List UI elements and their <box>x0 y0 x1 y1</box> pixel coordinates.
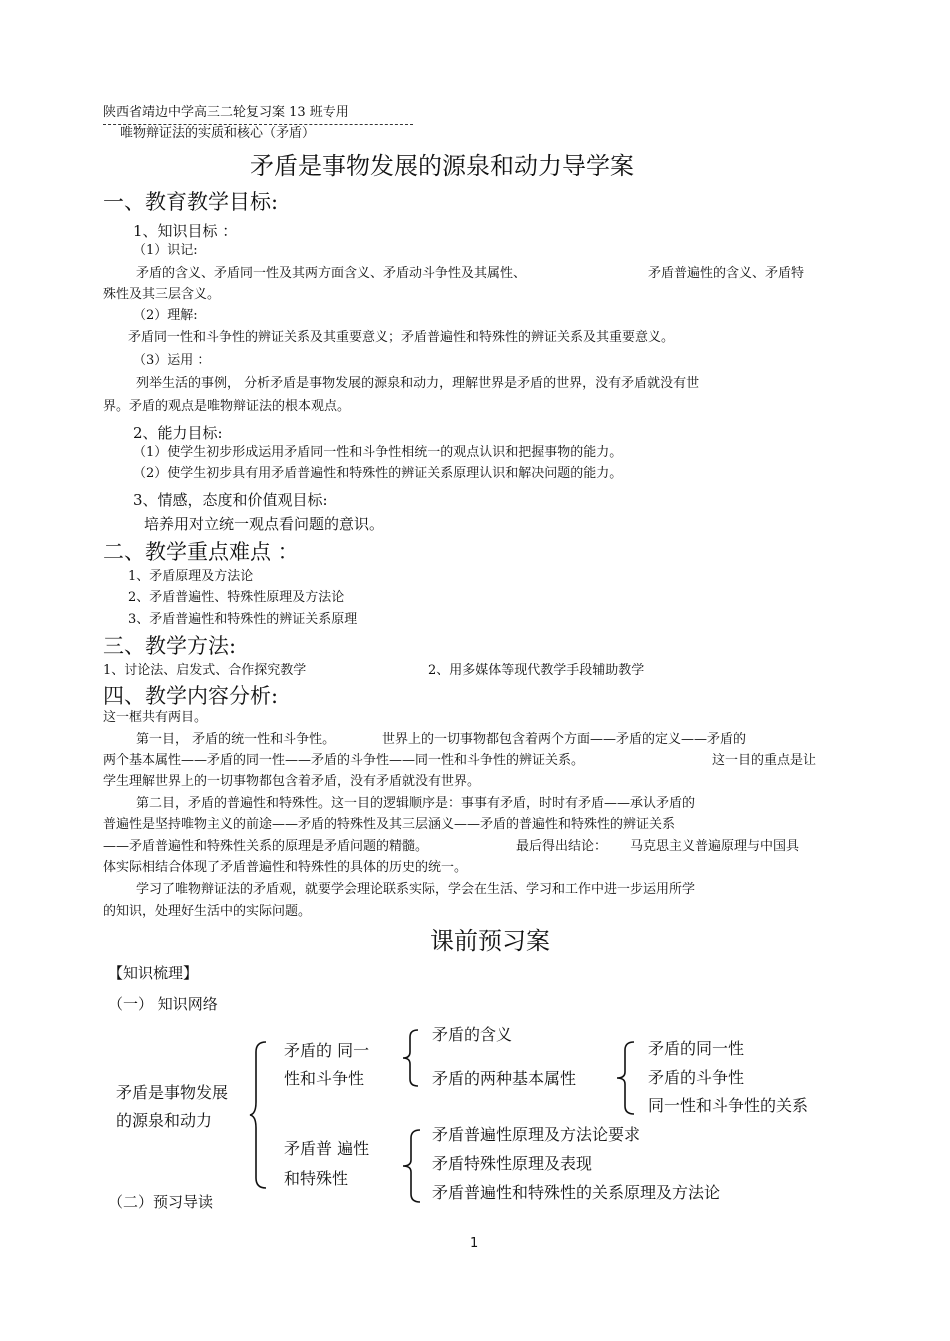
understand-line-1: 矛盾同一性和斗争性的辨证关系及其重要意义；矛盾普遍性和特殊性的辨证关系及其重要意义。 <box>128 330 675 345</box>
analysis-line-2b: 这一目的重点是让 <box>712 753 817 768</box>
section-2-heading: 二、教学重点难点 ： <box>103 540 299 564</box>
analysis-line-5: 普遍性是坚持唯物主义的前途——矛盾的特殊性及其三层涵义——矛盾的普遍性和特殊性的辨证关系 <box>103 817 676 832</box>
analysis-line-1b: 世界上的一切事物都包含着两个方面——矛盾的定义——矛盾的 <box>382 732 747 747</box>
analysis-line-7: 体实际相结合体现了矛盾普遍性和特殊性的具体的历史的统一。 <box>103 860 468 875</box>
method-1: 1、讨论法、启发式、合作探究教学 <box>103 663 307 678</box>
branch-1-child-1: 矛盾的含义 <box>432 1025 513 1044</box>
analysis-line-0: 这一框共有两目。 <box>103 710 208 725</box>
recall-label: （1）识记: <box>133 243 198 258</box>
knowledge-goal-heading: 1、知识目标 ： <box>133 222 238 240</box>
knowledge-sorting-label: 【知识梳理】 <box>108 964 199 982</box>
branch-1-line-2: 性和斗争性 <box>284 1069 365 1088</box>
attribute-relation: 同一性和斗争性的关系 <box>648 1096 809 1115</box>
section-4-heading: 四、教学内容分析: <box>103 684 279 708</box>
attribute-struggle: 矛盾的斗争性 <box>648 1068 745 1087</box>
preview-guide-label: （二）预习导读 <box>108 1193 214 1211</box>
key-point-2: 2、矛盾普遍性、特殊性原理及方法论 <box>128 590 345 605</box>
method-2: 2、用多媒体等现代教学手段辅助教学 <box>428 663 645 678</box>
document-title: 矛盾是事物发展的源泉和动力导学案 <box>250 152 634 180</box>
preview-title: 课前预习案 <box>430 927 550 955</box>
analysis-line-2a: 两个基本属性——矛盾的同一性——矛盾的斗争性——同一性和斗争性的辨证关系。 <box>103 753 585 768</box>
analysis-line-3: 学生理解世界上的一切事物都包含着矛盾，没有矛盾就没有世界。 <box>103 774 481 789</box>
apply-line-1: 列举生活的事例， 分析矛盾是事物发展的源泉和动力，理解世界是矛盾的世界，没有矛盾就没有世 <box>136 376 700 391</box>
ability-goal-2: （2）使学生初步具有用矛盾普遍性和特殊性的辨证关系原理认识和解决问题的能力。 <box>133 466 623 481</box>
branch-2-child-2: 矛盾特殊性原理及表现 <box>432 1154 593 1173</box>
analysis-line-6b: 最后得出结论： <box>516 839 608 854</box>
ability-goal-1: （1）使学生初步形成运用矛盾同一性和斗争性相统一的观点认识和把握事物的能力。 <box>133 445 623 460</box>
branch-1-line-1: 矛盾的 同一 <box>284 1041 370 1060</box>
ability-goal-heading: 2、能力目标: <box>133 424 223 442</box>
header-course-line: 陕西省靖边中学高三二轮复习案 13 班专用 <box>103 105 349 120</box>
apply-label: （3）运用 ： <box>133 353 211 368</box>
analysis-line-1a: 第一目， 矛盾的统一性和斗争性。 <box>136 732 336 747</box>
network-root-line-2: 的源泉和动力 <box>116 1111 213 1130</box>
branch-1-child-2: 矛盾的两种基本属性 <box>432 1069 577 1088</box>
analysis-line-8: 学习了唯物辩证法的矛盾观，就要学会理论联系实际，学会在生活、学习和工作中进一步运用所学 <box>136 882 696 897</box>
key-point-3: 3、矛盾普遍性和特殊性的辨证关系原理 <box>128 612 358 627</box>
emotion-goal-heading: 3、情感，态度和价值观目标: <box>133 491 328 509</box>
analysis-line-9: 的知识，处理好生活中的实际问题。 <box>103 904 312 919</box>
recall-line-1: 矛盾的含义、矛盾同一性及其两方面含义、矛盾动斗争性及其属性、 <box>136 266 527 281</box>
branch-2-line-2: 和特殊性 <box>284 1169 349 1188</box>
section-3-heading: 三、教学方法: <box>103 634 237 658</box>
apply-line-2: 界。矛盾的观点是唯物辩证法的根本观点。 <box>103 399 351 414</box>
knowledge-network-label: （一） 知识网络 <box>108 995 218 1013</box>
section-1-heading: 一、教育教学目标: <box>103 190 279 214</box>
root-brace <box>248 1040 268 1190</box>
network-root-line-1: 矛盾是事物发展 <box>116 1083 229 1102</box>
emotion-goal-1: 培养用对立统一观点看问题的意识。 <box>144 515 385 533</box>
branch-2-child-3: 矛盾普遍性和特殊性的关系原理及方法论 <box>432 1183 721 1202</box>
header-divider <box>103 124 413 125</box>
page-number: 1 <box>470 1236 479 1251</box>
branch-2-child-1: 矛盾普遍性原理及方法论要求 <box>432 1125 641 1144</box>
attributes-brace <box>614 1040 636 1116</box>
key-point-1: 1、矛盾原理及方法论 <box>128 569 254 584</box>
branch-2-brace <box>400 1128 422 1204</box>
analysis-line-6c: 马克思主义普遍原理与中国具 <box>630 839 800 854</box>
understand-label: （2）理解: <box>133 308 198 323</box>
header-topic-line: 唯物辩证法的实质和核心（矛盾） <box>120 126 316 141</box>
recall-line-2: 殊性及其三层含义。 <box>103 287 221 302</box>
recall-line-1b: 矛盾普遍性的含义、矛盾特 <box>648 266 805 281</box>
branch-2-line-1: 矛盾普 遍性 <box>284 1139 370 1158</box>
attribute-identity: 矛盾的同一性 <box>648 1039 745 1058</box>
branch-1-brace <box>400 1028 420 1088</box>
analysis-line-4: 第二目，矛盾的普遍性和特殊性。这一目的逻辑顺序是：事事有矛盾，时时有矛盾——承认矛盾的 <box>136 796 696 811</box>
analysis-line-6a: ——矛盾普遍性和特殊性关系的原理是矛盾问题的精髓。 <box>103 839 429 854</box>
